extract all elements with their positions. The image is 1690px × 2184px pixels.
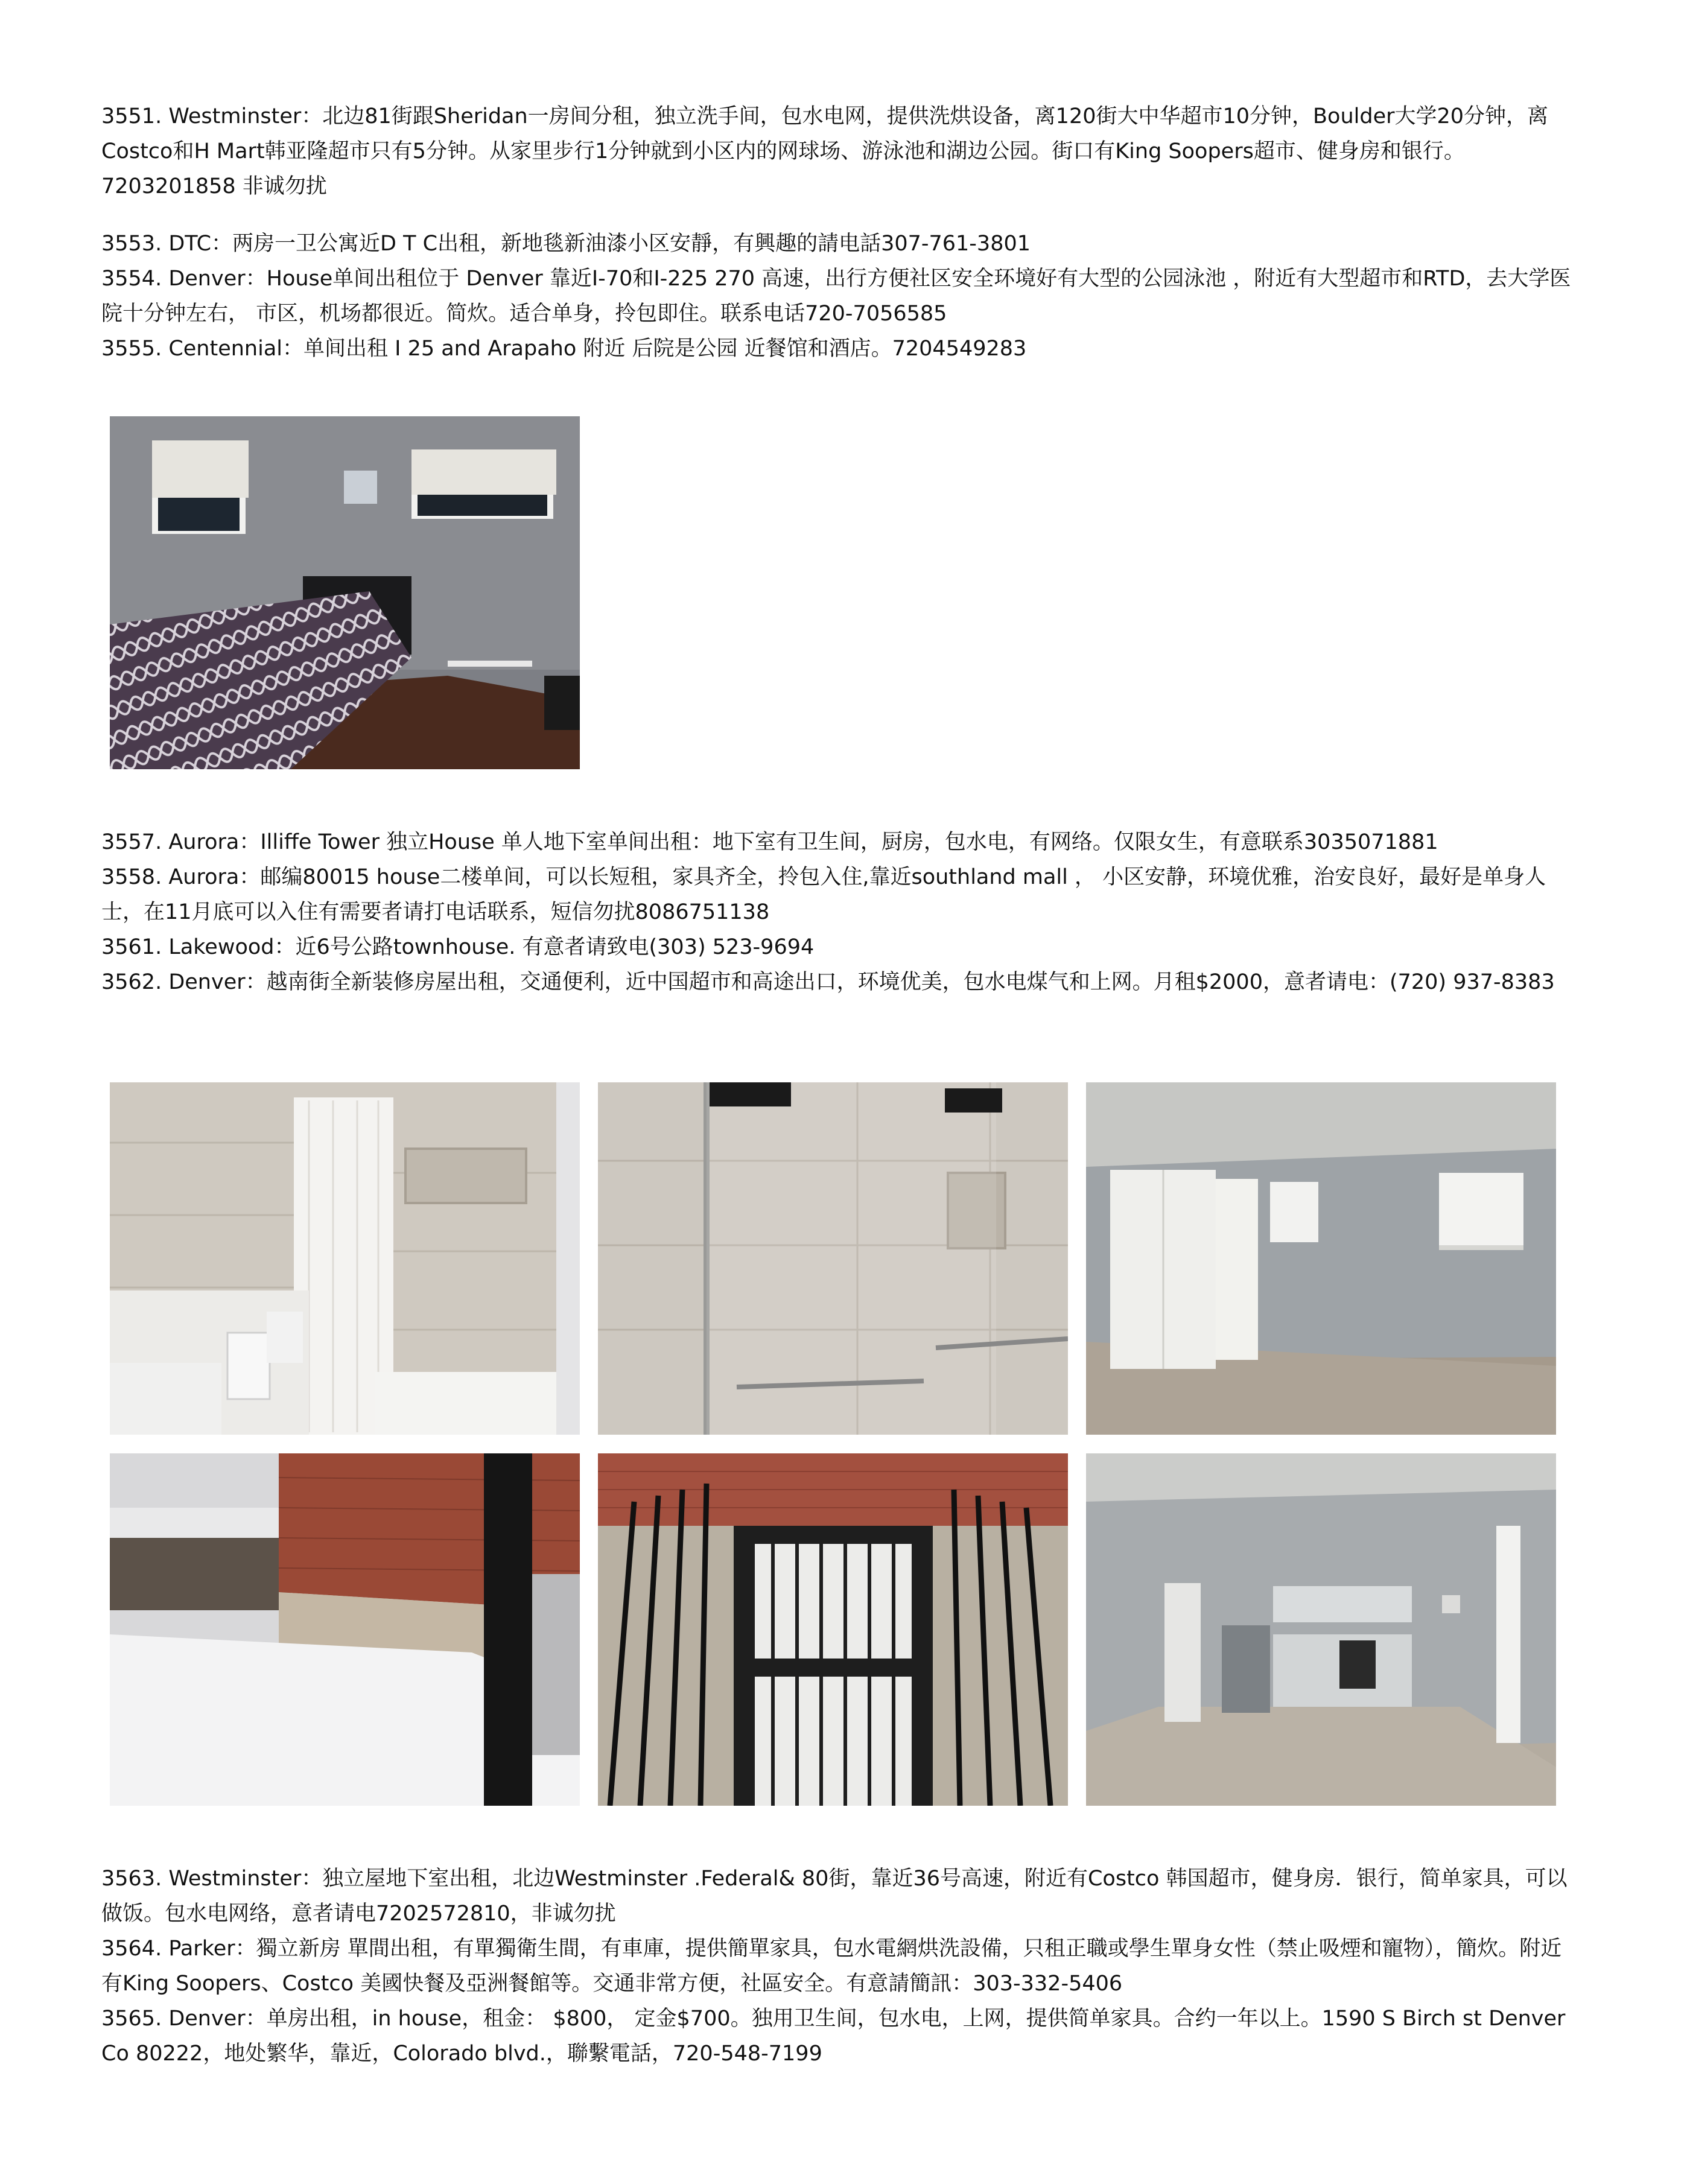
listing-3553: 3553. DTC：两房一卫公寓近D T C出租，新地毯新油漆小区安靜，有興趣的請电話307-761-3801	[101, 232, 1031, 256]
listing-group-4	[101, 1861, 1574, 2071]
backyard-snow-photo	[110, 1453, 580, 1806]
listing-3561: 3561. Lakewood：近6号公路townhouse. 有意者请致电(303) 523-9694	[101, 935, 815, 959]
listing-group-3	[101, 825, 1574, 1000]
listing-3554: 3554. Denver：House单间出租位于 Denver 靠近I-70和I-225 270 高速，出行方便社区安全环境好有大型的公园泳池 ，附近有大型超市和RTD，去大学医院十分钟左右， 市区，机场都很近。简炊。适合单身，拎包即住。联系电话720-7056585	[101, 267, 1571, 326]
shower-photo	[598, 1082, 1068, 1435]
listing-group-1	[101, 99, 1574, 204]
basement-entrance-photo	[598, 1453, 1068, 1806]
listing-group-2	[101, 226, 1574, 366]
empty-room-photo	[1086, 1082, 1556, 1435]
listing-3558: 3558. Aurora：邮编80015 house二楼单间，可以长短租，家具齐全，拎包入住,靠近southland mall ， 小区安静，环境优雅，治安良好，最好是单身人士，在11月底可以入住有需要者请打电话联系，短信勿扰8086751138	[101, 865, 1546, 924]
listing-3557: 3557. Aurora：Illiffe Tower 独立House 单人地下室单间出租：地下室有卫生间，厨房，包水电，有网络。仅限女生，有意联系3035071881	[101, 830, 1438, 854]
listing-3564: 3564. Parker：獨立新房 單間出租，有單獨衛生間，有車庫，提供簡單家具，包水電網烘洗設備，只租正職或學生單身女性（禁止吸煙和寵物），簡炊。附近有King Soopers、Costco 美國快餐及亞洲餐館等。交通非常方便，社區安全。有意請簡訊：303-332-5406	[101, 1937, 1562, 1996]
listing-3562: 3562. Denver：越南街全新装修房屋出租，交通便利，近中国超市和高途出口，环境优美，包水电煤气和上网。月租$2000，意者请电：(720) 937-8383	[101, 970, 1555, 994]
bathroom-tub-photo	[110, 1082, 580, 1435]
bedroom-photo	[110, 416, 580, 769]
listing-3565: 3565. Denver：单房出租，in house，租金： $800， 定金$700。独用卫生间，包水电，上网，提供简单家具。合约一年以上。1590 S Birch st Denver Co 80222，地处繁华，靠近，Colorado blvd.，聯繫電話，720-548-7199	[101, 2007, 1566, 2066]
listing-3555: 3555. Centennial：单间出租 I 25 and Arapaho 附近 后院是公园 近餐馆和酒店。7204549283	[101, 337, 1027, 361]
listing-3551: 3551. Westminster：北边81街跟Sheridan一房间分租，独立洗手间，包水电网，提供洗烘设备，离120街大中华超市10分钟，Boulder大学20分钟，离Costco和H Mart韩亚隆超市只有5分钟。从家里步行1分钟就到小区内的网球场、游泳池和湖边公园。街口有King Soopers超市、健身房和银行。7203201858 非诚勿扰	[101, 104, 1549, 198]
kitchen-living-photo	[1086, 1453, 1556, 1806]
listing-3563: 3563. Westminster：独立屋地下室出租，北边Westminster .Federal& 80街，靠近36号高速，附近有Costco 韩国超市，健身房．银行，简单家具，可以做饭。包水电网络，意者请电7202572810，非诚勿扰	[101, 1867, 1568, 1926]
